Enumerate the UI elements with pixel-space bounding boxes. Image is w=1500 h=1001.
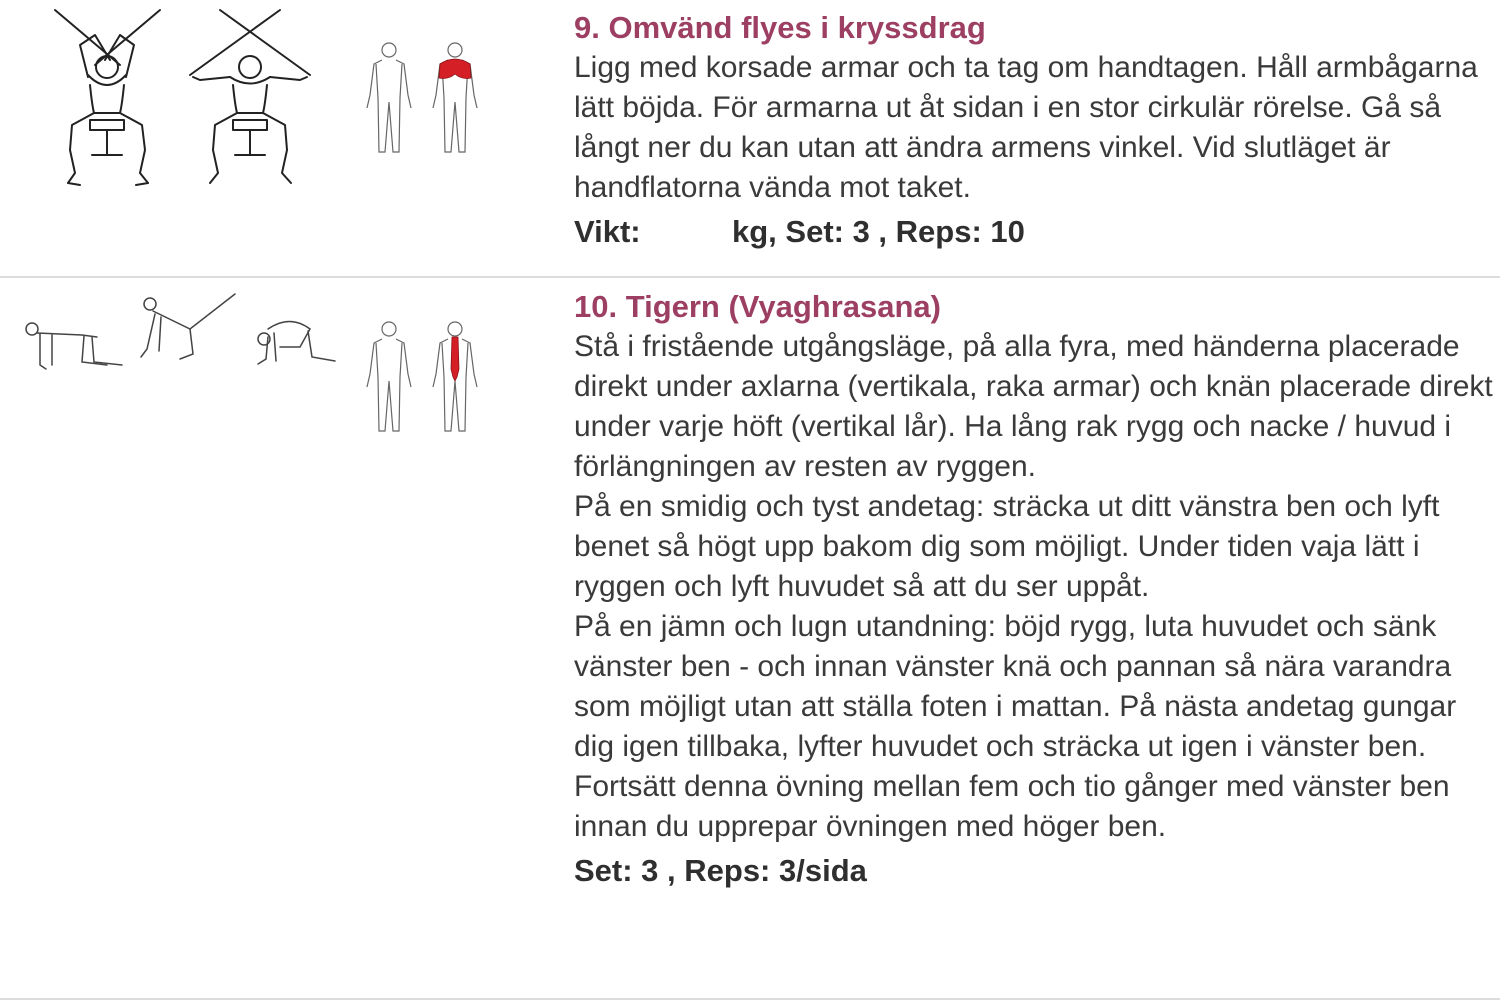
body-map-front-icon: [362, 319, 417, 437]
sets-reps-value: kg, Set: 3 , Reps: 10: [732, 214, 1025, 249]
spine-highlight: [451, 337, 459, 381]
exercise-paragraph-3: På en jämn och lugn utandning: böjd rygg, luta huvudet och sänk vänster ben - och innan vänster knä och pannan så nära varandra som möjligt utan att ställa foten i mattan. På nästa andetag gungar dig igen tillbaka, lyfter huvudet och sträcka ut igen i vänster ben. Fortsätt denna övning mellan fem och tio gånger med vänster ben innan du upprepar övningen med höger ben.: [574, 610, 1457, 843]
tiger-knee-to-head-image: [250, 309, 340, 374]
exercise-title: 9. Omvänd flyes i kryssdrag: [574, 10, 986, 45]
exercise-paragraph-1: Stå i fristående utgångsläge, på alla fyra, med händerna placerade direkt under axlarna (vertikala, raka armar) och knän placerade direkt under varje höft (vertikal lår). Ha lång rak rygg och nacke / huvud i förlängningen av resten av ryggen.: [574, 330, 1493, 483]
exercise-paragraph-2: På en smidig och tyst andetag: sträcka ut ditt vänstra ben och lyft benet så högt upp bakom dig som möjligt. Under tiden vaja lätt i ryggen och lyft huvudet så att du ser uppåt.: [574, 490, 1440, 603]
exercise-10-illustrations: [0, 279, 560, 479]
body-map-front-icon: [362, 40, 417, 158]
exercise-9: [0, 0, 1500, 277]
exercise-9-illustrations: [0, 0, 560, 200]
reverse-fly-end-image: [185, 5, 315, 190]
exercise-title: 10. Tigern (Vyaghrasana): [574, 289, 941, 324]
weight-label: Vikt:: [574, 214, 641, 249]
exercise-9-text: [574, 8, 1500, 252]
body-map-back-icon: [428, 319, 483, 437]
exercise-description: Ligg med korsade armar och ta tag om handtagen. Håll armbågarna lätt böjda. För armarna ut åt sidan i en stor cirkulär rörelse. Gå så långt ner du kan utan att ändra armens vinkel. Vid slutläget är handflatorna vända mot taket.: [574, 51, 1478, 204]
tiger-start-image: [22, 317, 127, 377]
exercise-sets-reps: [574, 212, 1500, 252]
upper-back-highlight: [439, 59, 471, 79]
exercise-10: [0, 279, 1500, 999]
tiger-extended-image: [135, 289, 245, 369]
exercise-sets-reps: Set: 3 , Reps: 3/sida: [574, 853, 867, 888]
divider: [0, 998, 1500, 1000]
body-map-back-icon: [428, 40, 483, 158]
reverse-fly-start-image: [50, 5, 165, 190]
exercise-10-text: [574, 287, 1500, 891]
divider: [0, 276, 1500, 278]
